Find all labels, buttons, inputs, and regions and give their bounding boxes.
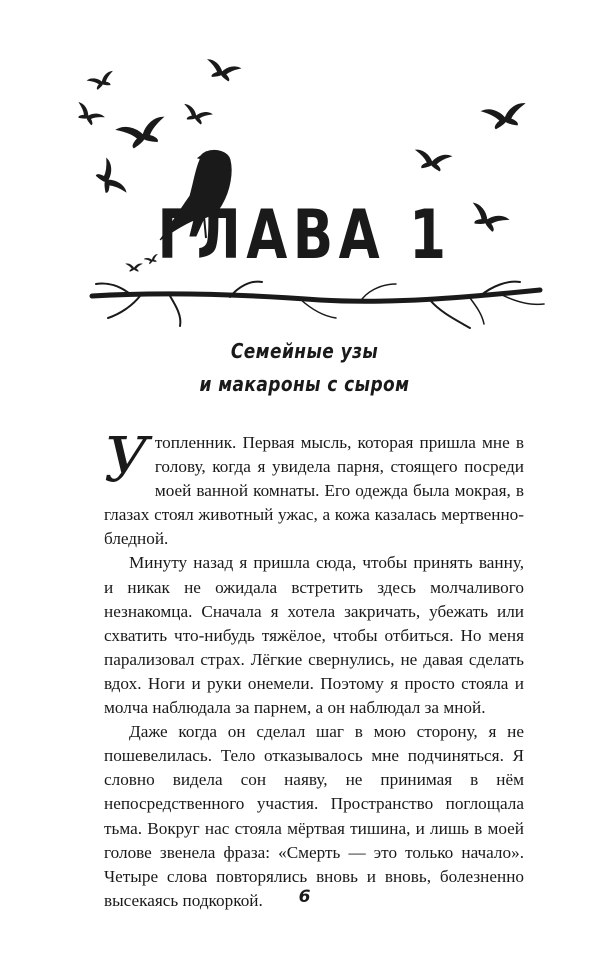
body-paragraph: Даже когда он сделал шаг в мою сторону, я не пошевелилась. Тело отказывалось мне подчиняться. Я словно видела сон наяву, не принимая в нём непосредственного участия. Пространство поглощала тьма. Вокруг нас стояла мёртвая тишина, и лишь в моей голове звенела фраза: «Смерть — это только начало». Четыре слова повторялись вновь и вновь, болезненно высекаясь подкоркой. xyxy=(104,722,524,910)
chapter-title: ГЛАВА 1 xyxy=(157,196,452,275)
raven-icon xyxy=(482,103,528,130)
chapter-subtitle-line-2: и макароны с сыром xyxy=(199,372,410,396)
raven-icon xyxy=(87,71,116,92)
body-paragraph: Минуту назад я пришла сюда, чтобы принять ванну, и никак не ожидала встретить здесь молчаливого незнакомца. Сначала я хотела закричать, убежать или схватить что-нибудь тяжёлое, чтобы отбиться. Но меня парализовал страх. Лёгкие свернулись, не давая сделать вдох. Ноги и руки онемели. Поэтому я просто стояла и молча наблюдала за парнем, а он наблюдал за мной. xyxy=(104,553,524,718)
chapter-illustration-ravens xyxy=(0,0,609,340)
body-paragraph-text: топленник. Первая мысль, которая пришла мне в голову, когда я увидела парня, стоящего посреди моей ванной комнаты. Его одежда была мокрая, в глазах стоял животный ужас, а кожа казалась мертвенно-бледной. xyxy=(104,433,524,549)
raven-icon xyxy=(91,158,126,200)
raven-icon xyxy=(117,117,169,151)
raven-icon xyxy=(73,102,105,128)
raven-icon xyxy=(204,59,241,83)
page-number: 6 xyxy=(298,887,311,907)
body-paragraph xyxy=(104,423,524,551)
chapter-body-text xyxy=(104,423,524,913)
drop-cap: У xyxy=(104,423,149,496)
chapter-subtitle-line-1: Семейные узы xyxy=(230,339,379,363)
raven-icon xyxy=(180,104,212,127)
branch-icon xyxy=(92,282,544,328)
raven-icon xyxy=(413,150,451,173)
